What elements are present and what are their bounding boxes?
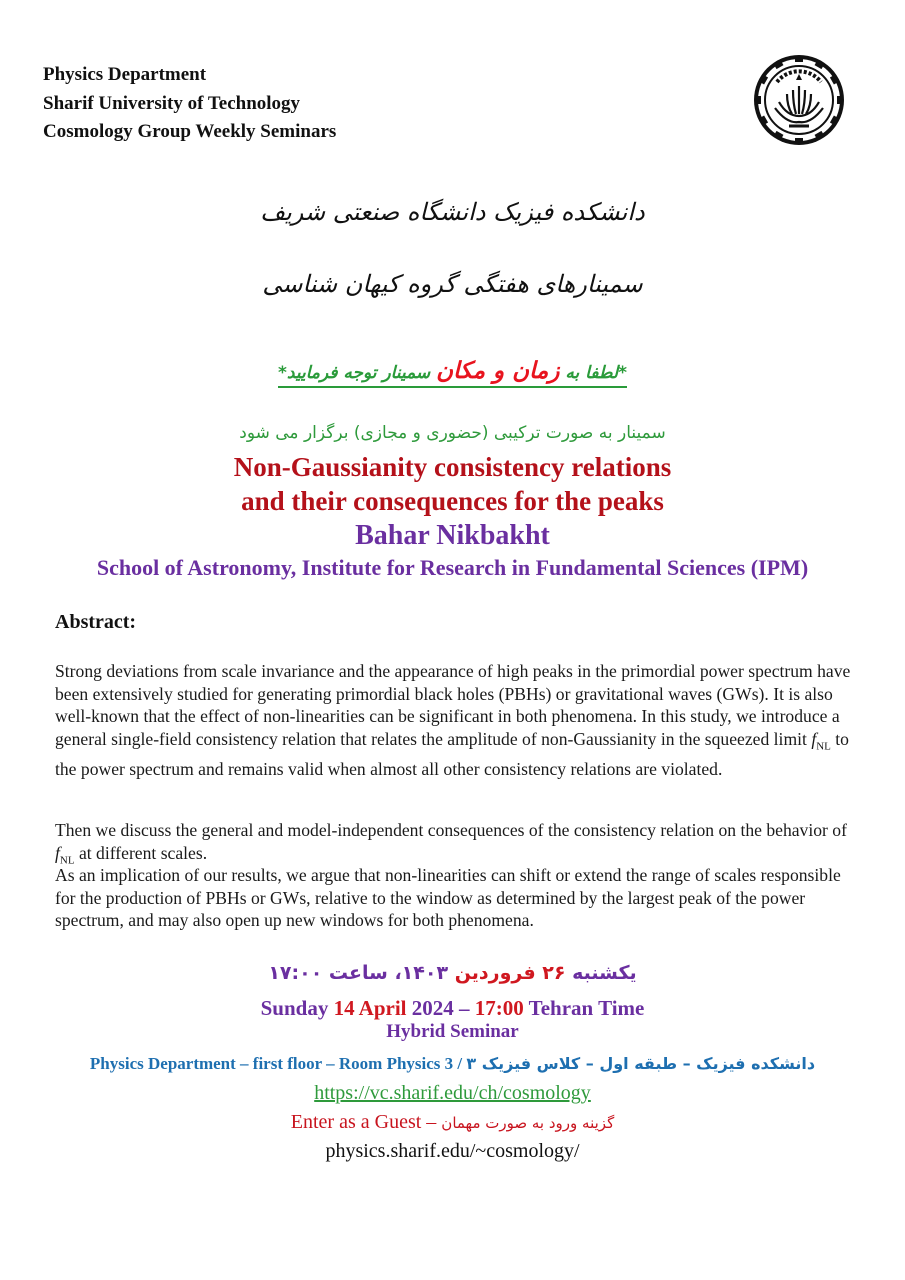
abstract-p2-text-a: Then we discuss the general and model-independent consequences of the consistency relation on the behavior of	[55, 820, 847, 840]
sharif-seal-icon	[748, 54, 850, 146]
header-line-university: Sharif University of Technology	[43, 92, 301, 114]
online-meeting-link[interactable]: https://vc.sharif.edu/ch/cosmology	[314, 1082, 591, 1104]
date-fa-year-time: ۱۴۰۳، ساعت ۱۷:۰۰	[268, 962, 449, 984]
header-line-seminar-series: Cosmology Group Weekly Seminars	[43, 121, 337, 142]
fnl-f: f	[55, 842, 60, 863]
hybrid-notice-persian: سمینار به صورت ترکیبی (حضوری و مجازی) برگزار می شود	[239, 423, 666, 443]
abstract-heading: Abstract:	[55, 611, 137, 633]
talk-title-line-1: Non-Gaussianity consistency relations	[233, 452, 672, 482]
date-fa-date: ۲۶ فروردین	[454, 962, 566, 984]
group-website[interactable]: physics.sharif.edu/~cosmology/	[325, 1140, 580, 1162]
notice-part-1: *لطفا به	[565, 363, 627, 383]
speaker-affiliation: School of Astronomy, Institute for Research in Fundamental Sciences (IPM)	[96, 555, 809, 580]
header-line-department: Physics Department	[43, 64, 207, 85]
abstract-p2-text-b: at different scales.	[74, 842, 208, 863]
notice-part-2: سمینار توجه فرمایید*	[278, 363, 431, 383]
fnl-subscript: NL	[59, 854, 75, 867]
abstract-p1-text-b: to the power spectrum and remains valid when almost all other consistency relations are violated.	[55, 728, 849, 779]
notice-highlight: زمان و مکان	[436, 358, 560, 384]
seminar-location	[0, 1054, 905, 1074]
date-en-time: 17:00	[474, 996, 524, 1020]
date-en-year: 2024 –	[411, 996, 470, 1020]
department-header	[43, 61, 336, 147]
fnl-symbol	[811, 728, 831, 753]
date-en-zone: Tehran Time	[528, 996, 645, 1020]
fnl-subscript: NL	[816, 740, 831, 753]
time-place-notice	[0, 358, 905, 388]
guest-instructions	[0, 1111, 905, 1134]
persian-seminar-series-title: سمینارهای هفتگی گروه کیهان شناسی	[262, 270, 643, 298]
date-en-day: Sunday	[260, 996, 329, 1020]
abstract-paragraph-1	[55, 660, 855, 780]
online-link-row	[0, 1082, 905, 1105]
abstract-p1-text-a: Strong deviations from scale invariance and the appearance of high peaks in the primordial power spectrum have been extensively studied for generating primordial black holes (PBHs) or gravitational waves (GWs). It is also well-known that the effect of non-linearities can be significant in both phenomena. In this study, we introduce a general single-field consistency relation that relates the amplitude of non-Gaussianity in the squeezed limit	[55, 661, 851, 749]
abstract-paragraph-3: As an implication of our results, we argue that non-linearities can shift or extend the range of scales responsible for the production of PBHs or GWs, relative to the window as determined by the largest peak of the power spectrum, and may also open up new windows for both phenomena.	[55, 865, 841, 931]
talk-title-line-2: and their consequences for the peaks	[241, 486, 664, 516]
date-persian	[0, 962, 905, 984]
location-english: Physics Department – first floor – Room Physics 3	[89, 1054, 454, 1073]
guest-english: Enter as a Guest –	[290, 1111, 442, 1133]
fnl-f: f	[811, 728, 817, 749]
date-english	[0, 996, 905, 1021]
university-logo	[748, 54, 850, 146]
seminar-format: Hybrid Seminar	[386, 1021, 519, 1042]
guest-persian: گزینه ورود به صورت مهمان	[441, 1114, 615, 1132]
location-persian: دانشکده فیزیک – طبقه اول – کلاس فیزیک ۳	[466, 1054, 816, 1073]
date-fa-day: یکشنبه	[572, 962, 637, 984]
speaker-name: Bahar Nikbakht	[355, 520, 550, 551]
persian-department-title: دانشکده فیزیک دانشگاه صنعتی شریف	[260, 198, 645, 226]
location-separator: /	[453, 1054, 467, 1073]
fnl-symbol	[55, 842, 75, 867]
date-en-date: 14 April	[333, 996, 407, 1020]
